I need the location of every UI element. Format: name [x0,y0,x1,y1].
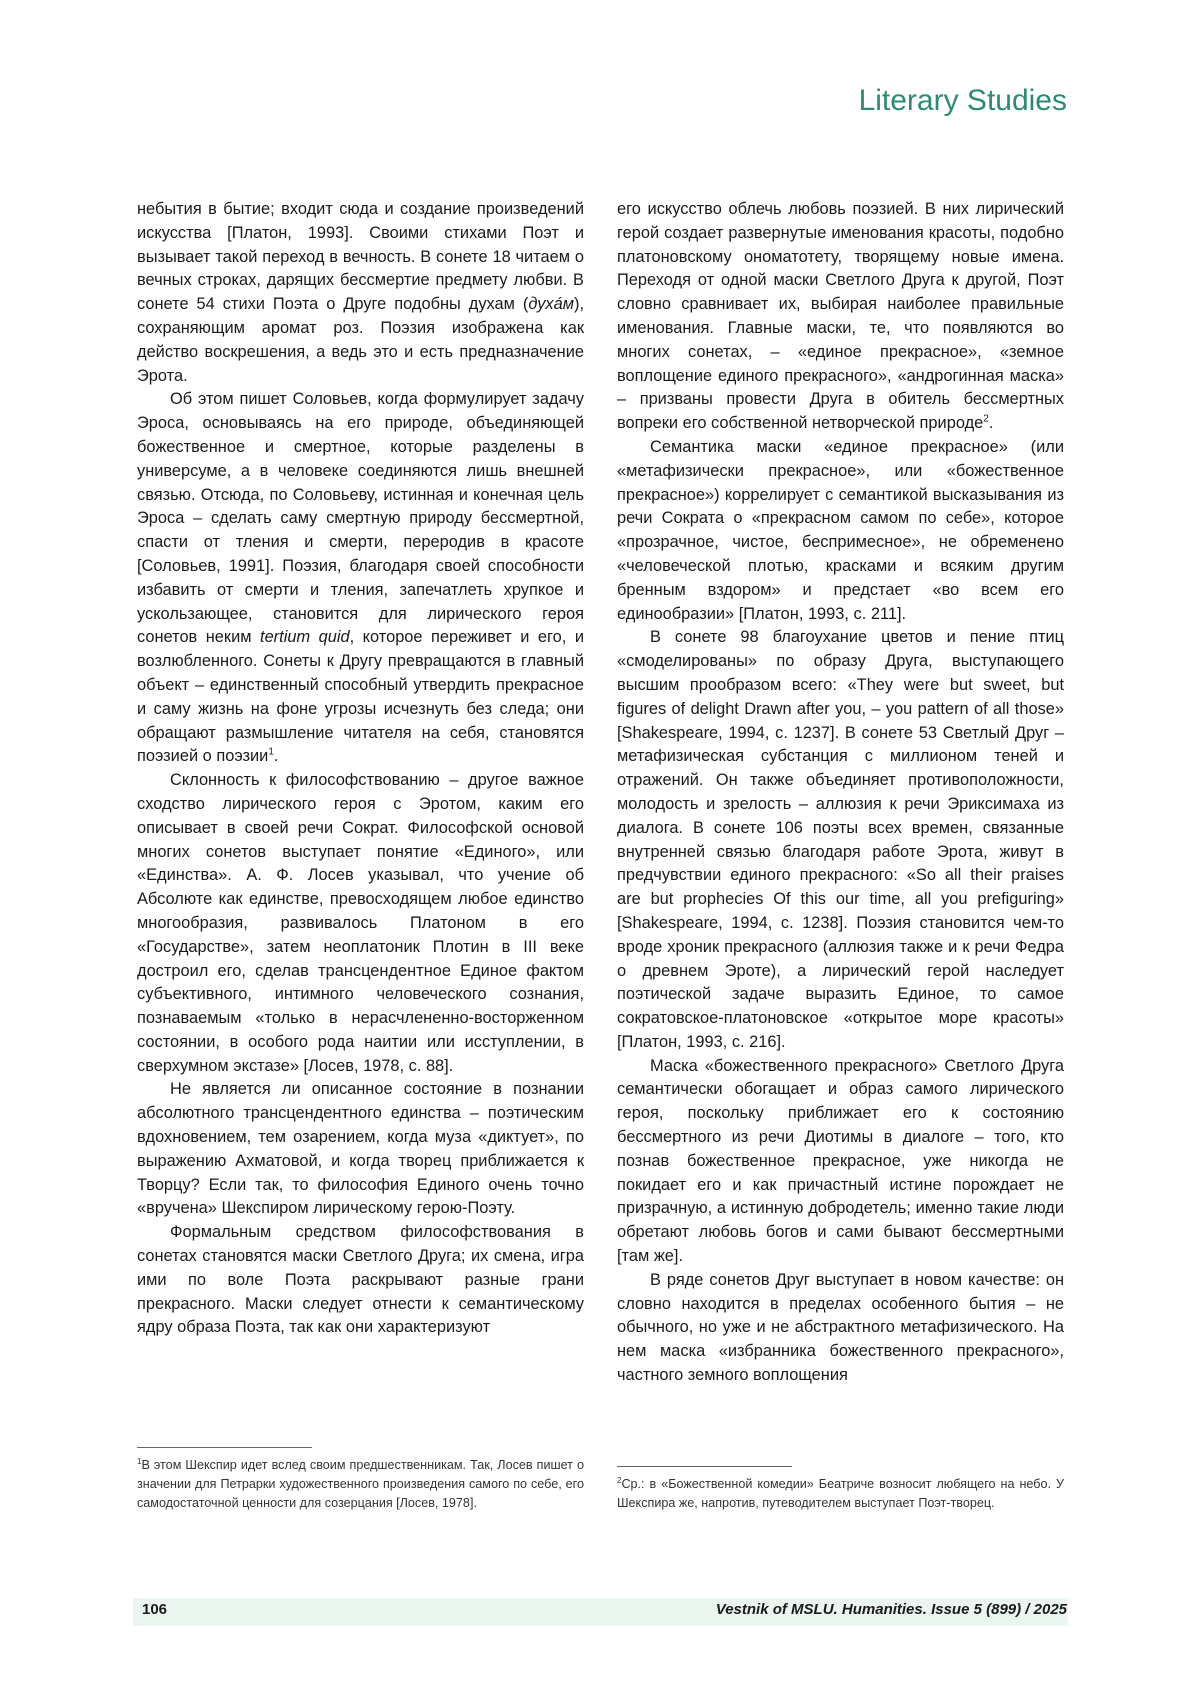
section-title: Literary Studies [858,84,1067,117]
footnote-text: $^1$В этом Шекспир идет вслед своим предшественникам. Так, Лосев пишет о значении для Петрарки художественного произведения самого по себе, его самодостаточной ценности для созерцания [Лосев, 1978]. [137,1456,584,1510]
paragraph: Не является ли описанное состояние в познании абсолютного трансцендентного единства – поэтическим вдохновением, тем озарением, когда муза «диктует», по выражению Ахматовой, и когда творец приближается к Творцу? Если так, то философия Единого очень точно «вручена» Шекспиром лирическому герою-Поэту. [137,1080,584,1218]
paragraph: Формальным средством философствования в сонетах становятся маски Светлого Друга; их смена, игра ими по воле Поэта раскрывают разные грани прекрасного. Маски следует отнести к семантическому ядру образа Поэта, так как они характеризуют [137,1223,584,1337]
paragraph: его искусство облечь любовь поэзией. В них лирический герой создает развернутые именования красоты, подобно платоновскому ономатотету, творящему новые имена. Переходя от одной маски Светлого Друга к другой, Поэт словно сравнивает их, выбирая наиболее правильные именования. Главные маски, те, что появляются во многих сонетах, – «единое прекрасное», «земное воплощение единого прекрасного», «андрогинная маска» – призваны провести Друга в обитель бессмертных вопреки его собственной нетворческой природе$^2$. [617,200,1064,433]
footnote-2 [617,1466,1064,1513]
paragraph: Склонность к философствованию – другое важное сходство лирического героя с Эротом, каким его описывает в своей речи Сократ. Философской основой многих сонетов выступает понятие «Единого», или «Единства». А. Ф. Лосев указывал, что учение об Абсолюте как единстве, превосходящем любое единство многообразия, развивалось Платоном в его «Государстве», затем неоплатоник Плотин в III веке достроил его, сделав трансцендентное Единое фактом субъективного, интимного человеческого сознания, познаваемым «только в нерасчлененно-восторженном состоянии, в особого рода наитии или исступлении, в сверхумном экстазе» [Лосев, 1978, с. 88]. [137,771,584,1075]
paragraph: В сонете 98 благоухание цветов и пение птиц «смоделированы» по образу Друга, выступающего высшим прообразом всего: «They were but sweet, but figures of delight Drawn after you, – you pattern of all those» [Shakespeare, 1994, с. 1237]. В сонете 53 Светлый Друг – метафизическая субстанция с миллионом теней и отражений. Он также объединяет противоположности, молодость и зрелость – аллюзия к речи Эриксимаха из диалога. В сонете 106 поэты всех времен, связанные внутренней связью благодаря работе Эрота, живут в предчувствии единого прекрасного: «So all their praises are but prophecies Of this our time, all you prefiguring» [Shakespeare, 1994, с. 1238]. Поэзия становится чем-то вроде хроник прекрасного (аллюзия также и к речи Федра о древнем Эроте), а лирический герой наследует поэтической задаче выразить Единое, то самое сократовское-платоновское «открытое море красоты» [Платон, 1993, с. 216]. [617,628,1064,1051]
footnote-divider [617,1466,792,1467]
journal-citation: Vestnik of MSLU. Humanities. Issue 5 (899) / 2025 [715,1601,1067,1618]
left-column [137,198,584,1340]
page-number: 106 [142,1601,168,1618]
paragraph: Семантика маски «единое прекрасное» (или «метафизически прекрасное», или «божественное прекрасное») коррелирует с семантикой высказывания из речи Сократа о «прекрасном самом по себе», которое «прозрачное, чистое, беспримесное», не обременено «человеческой плотью, красками и всяким другим бренным вздором» и предстает «во всем его единообразии» [Платон, 1993, с. 211]. [617,437,1064,623]
footnote-ref[interactable]: 1 [268,746,274,758]
footnote-1 [137,1447,584,1513]
footnote-ref[interactable]: 2 [983,413,989,425]
paragraph: В ряде сонетов Друг выступает в новом качестве: он словно находится в пределах особенного бытия – не обычного, но уже и не абстрактного метафизического. На нем маска «избранника божественного прекрасного», частного земного воплощения [617,1270,1064,1385]
paragraph: небытия в бытие; входит сюда и создание произведений искусства [Платон, 1993]. Своими стихами Поэт и вызывает такой переход в вечность. В сонете 18 читаем о вечных строках, дарящих бессмертие предмету любви. В сонете 54 стихи Поэта о Друге подобны духам (духáм), сохраняющим аромат роз. Поэзия изображена как действо воскрешения, а ведь это и есть предназначение Эрота. [137,200,584,385]
paragraph: Маска «божественного прекрасного» Светлого Друга семантически обогащает и образ самого лирического героя, поскольку приближает его к состоянию бессмертного из речи Диотимы в диалоге – того, кто познав божественное прекрасное, уже никогда не покидает его и как причастный истине порождает не призрачную, а истинную добродетель; именно такие люди обретают любовь богов и сами бывают бессмертными [там же]. [617,1056,1064,1266]
footnote-text: $^2$Ср.: в «Божественной комедии» Беатриче возносит любящего на небо. У Шекспира же, напротив, путеводителем выступает Поэт-творец. [617,1475,1064,1510]
right-column [617,198,1064,1388]
footnote-divider [137,1447,312,1448]
paragraph: Об этом пишет Соловьев, когда формулирует задачу Эроса, основываясь на его природе, объединяющей божественное и смертное, которые разделены в универсуме, а в человеке соединяются лишь внешней связью. Отсюда, по Соловьеву, истинная и конечная цель Эроса – сделать саму смертную природу бессмертной, спасти от тления и смерти, переродив в красоте [Соловьев, 1991]. Поэзия, благодаря своей способности избавить от смерти и тления, запечатлеть хрупкое и ускользающее, становится для лирического героя сонетов неким tertium quid, которое переживет и его, и возлюбленного. Сонеты к Другу превращаются в главный объект – единственный способный утвердить прекрасное и саму жизнь на фоне угрозы исчезнуть без следа; они обращают размышление читателя на себя, становятся поэзией о поэзии$^1$. [137,390,584,766]
